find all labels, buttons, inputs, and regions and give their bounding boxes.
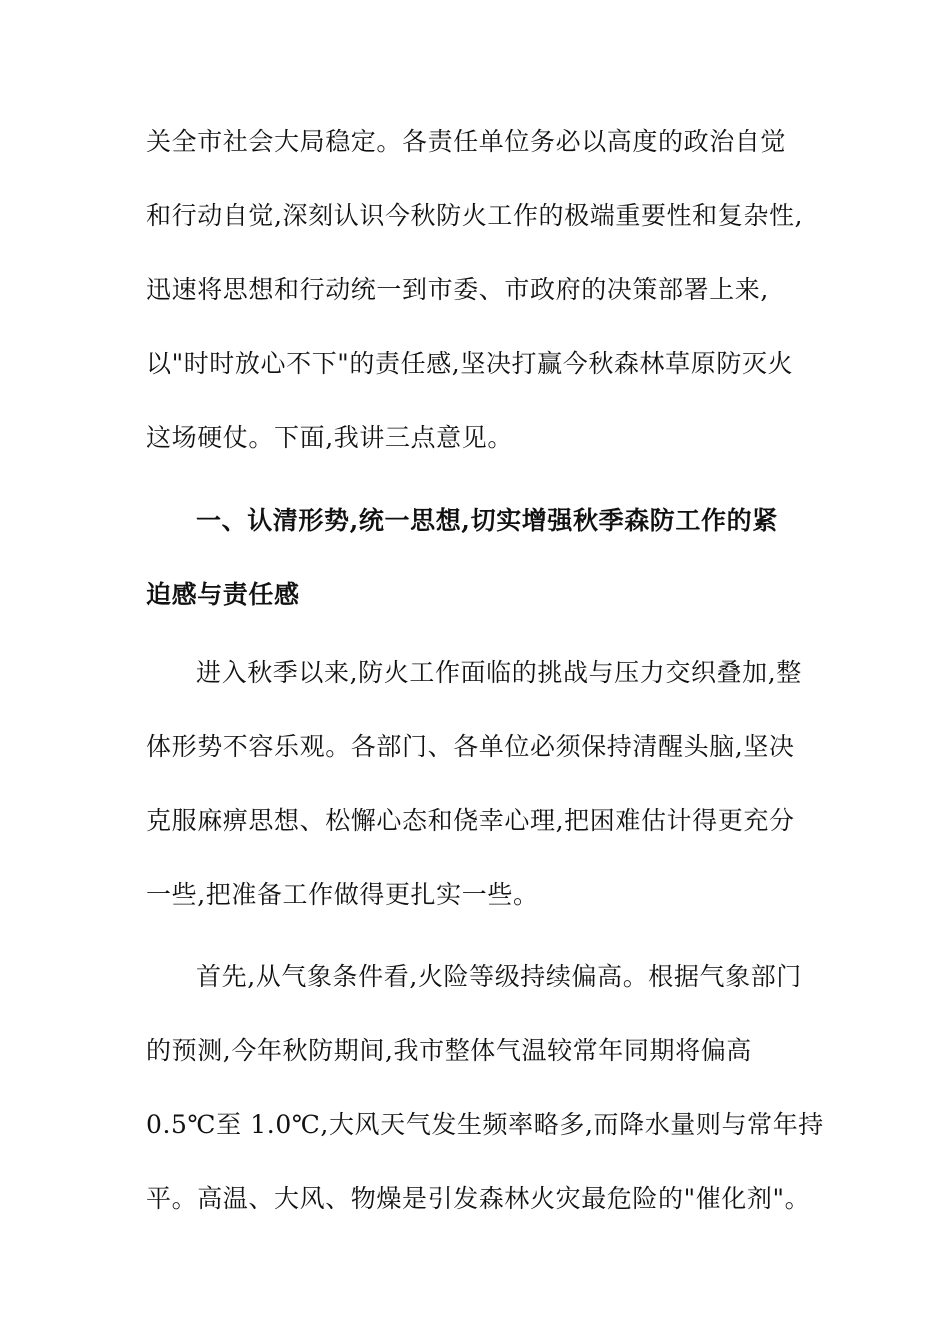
paragraph-line: 和行动自觉,深刻认识今秋防火工作的极端重要性和复杂性, <box>146 201 804 230</box>
paragraph-line: 关全市社会大局稳定。各责任单位务必以高度的政治自觉 <box>146 127 787 156</box>
section-heading-line-2: 迫感与责任感 <box>146 580 300 609</box>
paragraph-line: 体形势不容乐观。各部门、各单位必须保持清醒头脑,坚决 <box>146 732 795 761</box>
paragraph-line: 平。高温、大风、物燥是引发森林火灾最危险的"催化剂"。 <box>146 1184 811 1213</box>
paragraph-line: 0.5℃至 1.0℃,大风天气发生频率略多,而降水量则与常年持 <box>146 1110 824 1139</box>
paragraph-line: 一些,把准备工作做得更扎实一些。 <box>146 880 539 909</box>
paragraph-line: 克服麻痹思想、松懈心态和侥幸心理,把困难估计得更充分 <box>146 806 795 835</box>
paragraph-line: 以"时时放心不下"的责任感,坚决打赢今秋森林草原防灭火 <box>146 349 794 378</box>
paragraph-line: 首先,从气象条件看,火险等级持续偏高。根据气象部门 <box>196 962 802 991</box>
paragraph-line: 进入秋季以来,防火工作面临的挑战与压力交织叠加,整 <box>196 658 802 687</box>
paragraph-line: 这场硬仗。下面,我讲三点意见。 <box>146 423 513 452</box>
paragraph-line: 的预测,今年秋防期间,我市整体气温较常年同期将偏高 <box>146 1036 752 1065</box>
paragraph-line: 迅速将思想和行动统一到市委、市政府的决策部署上来, <box>146 275 769 304</box>
section-heading-line-1: 一、认清形势,统一思想,切实增强秋季森防工作的紧 <box>196 506 778 535</box>
